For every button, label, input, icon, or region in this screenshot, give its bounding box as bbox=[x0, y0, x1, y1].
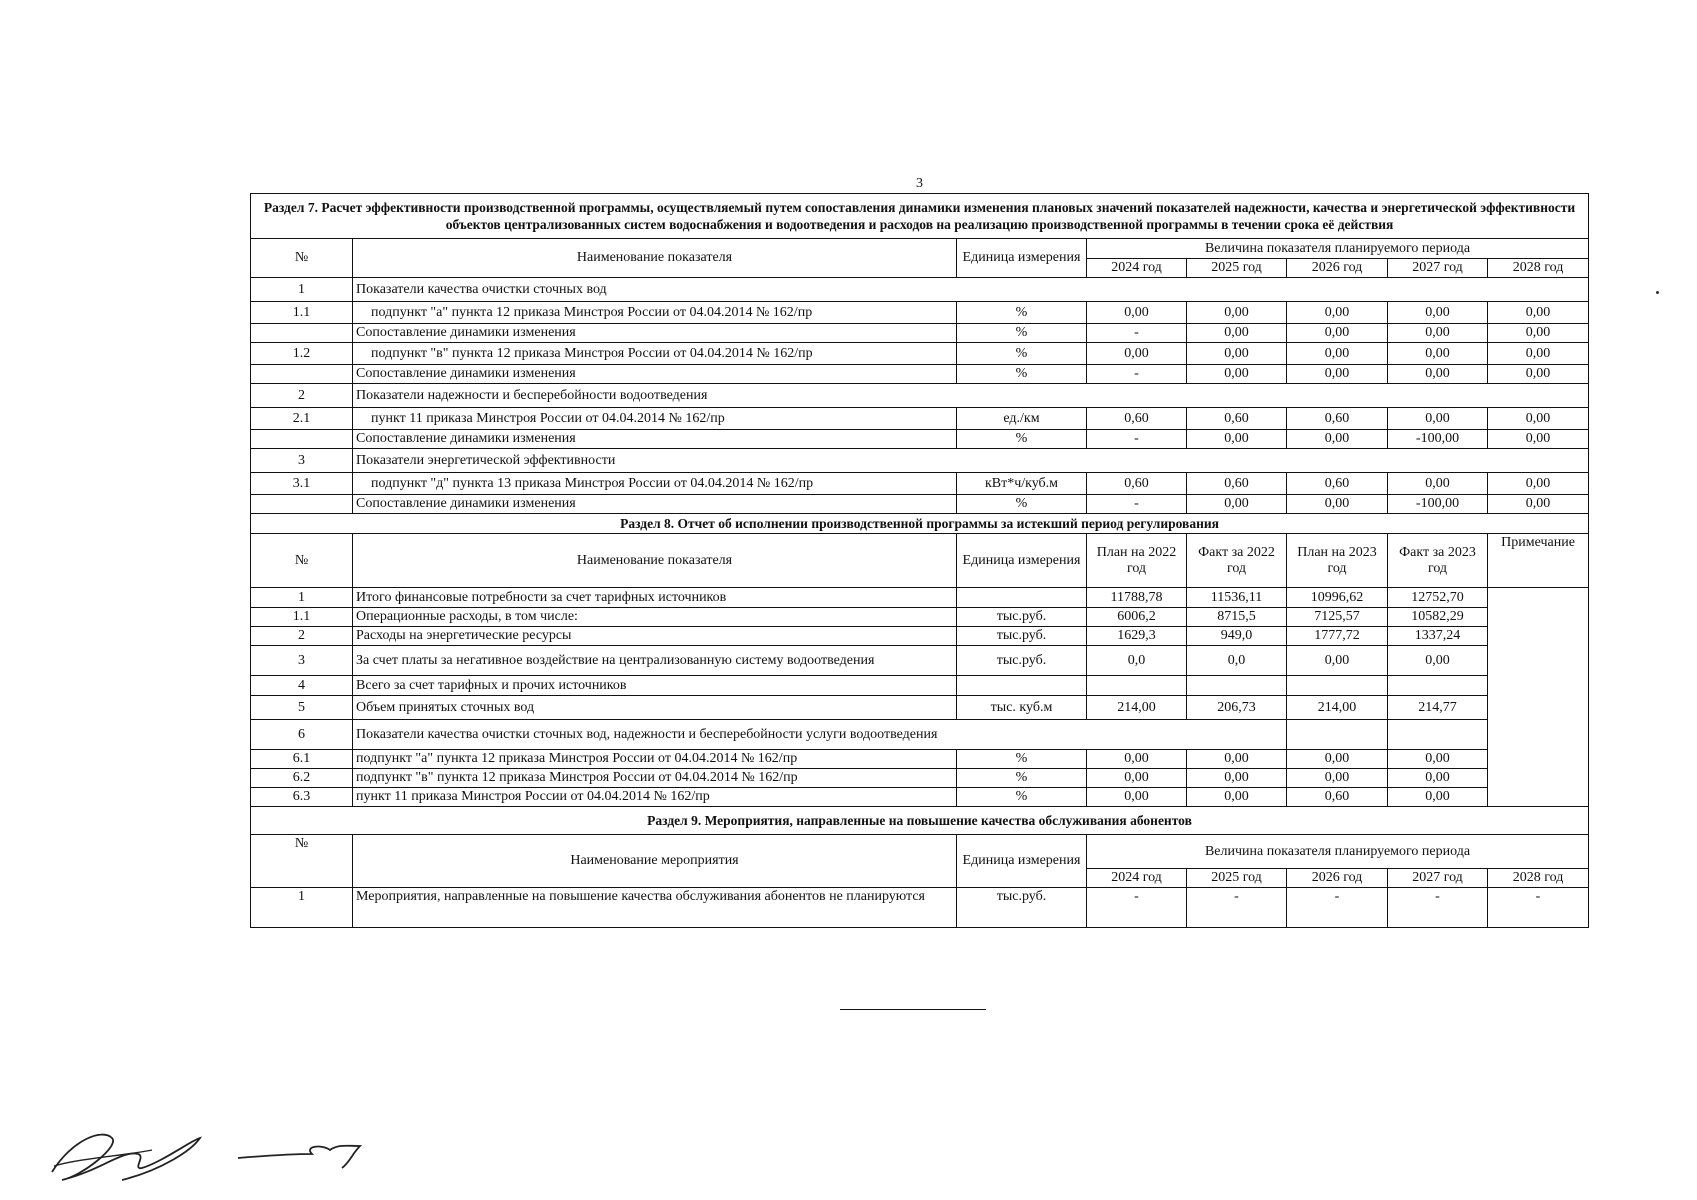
row-name: Итого финансовые потребности за счет тарифных источников bbox=[353, 588, 957, 608]
table-row bbox=[251, 430, 1589, 449]
row-value: 0,00 bbox=[1287, 750, 1388, 769]
row-unit: тыс.руб. bbox=[957, 608, 1087, 627]
section8-title: Раздел 8. Отчет об исполнении производственной программы за истекший период регулирования bbox=[251, 514, 1589, 534]
section7-title: Раздел 7. Расчет эффективности производственной программы, осуществляемый путем сопоставления динамики изменения плановых значений показателей надежности, качества и энергетической эффективности объектов централизованных систем водоснабжения и водоотведения и расходов на реализацию производственной программы в течении срока её действия bbox=[251, 194, 1589, 239]
row-unit: % bbox=[957, 769, 1087, 788]
row-value: 0,00 bbox=[1388, 750, 1488, 769]
document-table bbox=[250, 193, 1589, 928]
row-value: 11788,78 bbox=[1087, 588, 1187, 608]
row-number: 1.2 bbox=[251, 343, 353, 365]
col-name-header: Наименование показателя bbox=[353, 534, 957, 588]
row-name: Операционные расходы, в том числе: bbox=[353, 608, 957, 627]
row-number bbox=[251, 495, 353, 514]
table-row bbox=[251, 888, 1589, 928]
row-value: 0,00 bbox=[1187, 343, 1287, 365]
year-header: 2024 год bbox=[1087, 869, 1187, 888]
row-number: 3 bbox=[251, 646, 353, 676]
row-unit: % bbox=[957, 365, 1087, 384]
row-value: 0,00 bbox=[1187, 430, 1287, 449]
year-header: 2025 год bbox=[1187, 259, 1287, 278]
row-value: 0,00 bbox=[1488, 495, 1589, 514]
row-unit: тыс. куб.м bbox=[957, 696, 1087, 720]
row-value: 0,00 bbox=[1388, 788, 1488, 807]
row-value: - bbox=[1087, 324, 1187, 343]
row-number bbox=[251, 324, 353, 343]
section7-table bbox=[251, 194, 1589, 514]
row-group-name: Показатели энергетической эффективности bbox=[353, 449, 1589, 473]
row-unit bbox=[957, 676, 1087, 696]
row-value bbox=[1087, 676, 1187, 696]
row-value: 0,60 bbox=[1187, 473, 1287, 495]
row-number: 1 bbox=[251, 588, 353, 608]
row-value bbox=[1187, 676, 1287, 696]
row-value: 214,77 bbox=[1388, 696, 1488, 720]
row-group-name: Показатели надежности и бесперебойности водоотведения bbox=[353, 384, 1589, 408]
year-header: 2026 год bbox=[1287, 259, 1388, 278]
section9-title: Раздел 9. Мероприятия, направленные на повышение качества обслуживания абонентов bbox=[251, 807, 1589, 835]
table-row bbox=[251, 278, 1589, 302]
col-name-header: Наименование мероприятия bbox=[353, 835, 957, 888]
row-value: 11536,11 bbox=[1187, 588, 1287, 608]
row-value: 0,00 bbox=[1187, 769, 1287, 788]
row-group-name: Показатели качества очистки сточных вод bbox=[353, 278, 1589, 302]
table-row bbox=[251, 408, 1589, 430]
section8-table bbox=[251, 514, 1589, 807]
row-value: 0,00 bbox=[1488, 365, 1589, 384]
row-value: 214,00 bbox=[1287, 696, 1388, 720]
row-value: 0,00 bbox=[1488, 324, 1589, 343]
row-value: 0,00 bbox=[1388, 646, 1488, 676]
row-value: 0,00 bbox=[1287, 343, 1388, 365]
row-name: Расходы на энергетические ресурсы bbox=[353, 627, 957, 646]
row-value: 0,00 bbox=[1488, 473, 1589, 495]
note-cell bbox=[1488, 588, 1589, 807]
row-value: 0,00 bbox=[1187, 495, 1287, 514]
row-unit: ед./км bbox=[957, 408, 1087, 430]
row-value: 0,00 bbox=[1488, 408, 1589, 430]
row-value: 949,0 bbox=[1187, 627, 1287, 646]
row-unit: % bbox=[957, 430, 1087, 449]
row-number: 2 bbox=[251, 384, 353, 408]
row-name: подпункт "д" пункта 13 приказа Минстроя России от 04.04.2014 № 162/пр bbox=[353, 473, 957, 495]
col-fact2023-header: Факт за 2023 год bbox=[1388, 534, 1488, 588]
row-name: Сопоставление динамики изменения bbox=[353, 365, 957, 384]
row-value: 0,00 bbox=[1287, 324, 1388, 343]
page-number: 3 bbox=[916, 176, 923, 191]
row-number: 6.2 bbox=[251, 769, 353, 788]
row-value: - bbox=[1187, 888, 1287, 928]
row-unit: % bbox=[957, 788, 1087, 807]
table-row bbox=[251, 384, 1589, 408]
row-value: -100,00 bbox=[1388, 430, 1488, 449]
table-row bbox=[251, 365, 1589, 384]
year-header: 2028 год bbox=[1488, 259, 1589, 278]
row-number: 3.1 bbox=[251, 473, 353, 495]
row-value: - bbox=[1388, 888, 1488, 928]
table-row bbox=[251, 769, 1589, 788]
empty-cell bbox=[1287, 720, 1388, 750]
table-row bbox=[251, 788, 1589, 807]
row-value: 0,0 bbox=[1187, 646, 1287, 676]
row-value: 0,00 bbox=[1187, 302, 1287, 324]
row-value: 1337,24 bbox=[1388, 627, 1488, 646]
row-value: 0,00 bbox=[1388, 769, 1488, 788]
table-row bbox=[251, 302, 1589, 324]
row-name: подпункт "а" пункта 12 приказа Минстроя России от 04.04.2014 № 162/пр bbox=[353, 302, 957, 324]
table-row bbox=[251, 696, 1589, 720]
col-no-header: № bbox=[251, 534, 353, 588]
col-note-header: Примечание bbox=[1488, 534, 1589, 588]
row-value: 7125,57 bbox=[1287, 608, 1388, 627]
row-number: 2.1 bbox=[251, 408, 353, 430]
bottom-rule bbox=[840, 1009, 986, 1010]
row-number: 2 bbox=[251, 627, 353, 646]
section9-table bbox=[251, 807, 1589, 928]
row-value: - bbox=[1488, 888, 1589, 928]
table-row bbox=[251, 324, 1589, 343]
row-unit bbox=[957, 588, 1087, 608]
table-row bbox=[251, 646, 1589, 676]
row-unit: тыс.руб. bbox=[957, 646, 1087, 676]
row-number: 1 bbox=[251, 888, 353, 928]
row-value: - bbox=[1087, 888, 1187, 928]
row-name: Сопоставление динамики изменения bbox=[353, 430, 957, 449]
row-value: 8715,5 bbox=[1187, 608, 1287, 627]
row-unit: % bbox=[957, 324, 1087, 343]
row-value: 0,00 bbox=[1087, 343, 1187, 365]
row-value: 0,00 bbox=[1287, 430, 1388, 449]
row-value: - bbox=[1087, 365, 1187, 384]
col-no-header: № bbox=[251, 835, 353, 888]
row-value: 0,00 bbox=[1087, 788, 1187, 807]
row-value: 0,00 bbox=[1187, 365, 1287, 384]
row-number: 4 bbox=[251, 676, 353, 696]
row-value: 12752,70 bbox=[1388, 588, 1488, 608]
row-number: 6.3 bbox=[251, 788, 353, 807]
row-value: 0,00 bbox=[1287, 495, 1388, 514]
row-name: подпункт "в" пункта 12 приказа Минстроя России от 04.04.2014 № 162/пр bbox=[353, 769, 957, 788]
row-value: - bbox=[1287, 888, 1388, 928]
year-header: 2026 год bbox=[1287, 869, 1388, 888]
row-unit: % bbox=[957, 495, 1087, 514]
row-value: - bbox=[1087, 495, 1187, 514]
row-name: Сопоставление динамики изменения bbox=[353, 495, 957, 514]
row-number bbox=[251, 430, 353, 449]
table-row bbox=[251, 449, 1589, 473]
table-row bbox=[251, 495, 1589, 514]
row-value: 0,60 bbox=[1287, 788, 1388, 807]
row-value: 0,00 bbox=[1087, 302, 1187, 324]
row-name: За счет платы за негативное воздействие на централизованную систему водоотведения bbox=[353, 646, 957, 676]
col-unit-header: Единица измерения bbox=[957, 835, 1087, 888]
row-value: 0,00 bbox=[1388, 473, 1488, 495]
table-row bbox=[251, 343, 1589, 365]
row-name: пункт 11 приказа Минстроя России от 04.04.2014 № 162/пр bbox=[353, 788, 957, 807]
row-value: 6006,2 bbox=[1087, 608, 1187, 627]
row-value: 0,60 bbox=[1087, 473, 1187, 495]
table-row bbox=[251, 750, 1589, 769]
year-header: 2025 год bbox=[1187, 869, 1287, 888]
row-unit: % bbox=[957, 750, 1087, 769]
row-unit: % bbox=[957, 343, 1087, 365]
row-value: 0,00 bbox=[1187, 324, 1287, 343]
row-value: 0,00 bbox=[1287, 365, 1388, 384]
row-value: 1629,3 bbox=[1087, 627, 1187, 646]
row-value: 0,60 bbox=[1287, 473, 1388, 495]
row-value: 0,00 bbox=[1187, 750, 1287, 769]
row-value: 10582,29 bbox=[1388, 608, 1488, 627]
col-unit-header: Единица измерения bbox=[957, 239, 1087, 278]
row-name: Объем принятых сточных вод bbox=[353, 696, 957, 720]
row-value: 0,00 bbox=[1388, 343, 1488, 365]
row-value: 1777,72 bbox=[1287, 627, 1388, 646]
row-value: 206,73 bbox=[1187, 696, 1287, 720]
col-no-header: № bbox=[251, 239, 353, 278]
row-value: 0,00 bbox=[1488, 343, 1589, 365]
row-value: 0,00 bbox=[1287, 769, 1388, 788]
col-period-header: Величина показателя планируемого периода bbox=[1087, 239, 1589, 259]
year-header: 2028 год bbox=[1488, 869, 1589, 888]
table-row bbox=[251, 720, 1589, 750]
row-value bbox=[1287, 676, 1388, 696]
row-value: 214,00 bbox=[1087, 696, 1187, 720]
row-number: 6 bbox=[251, 720, 353, 750]
row-value: 0,00 bbox=[1287, 302, 1388, 324]
row-value: 0,00 bbox=[1388, 324, 1488, 343]
table-row bbox=[251, 588, 1589, 608]
row-name: подпункт "а" пункта 12 приказа Минстроя России от 04.04.2014 № 162/пр bbox=[353, 750, 957, 769]
row-value: - bbox=[1087, 430, 1187, 449]
row-value: 0,60 bbox=[1287, 408, 1388, 430]
row-group-name: Показатели качества очистки сточных вод, надежности и бесперебойности услуги водоотведения bbox=[353, 720, 1287, 750]
table-row bbox=[251, 676, 1589, 696]
col-plan2022-header: План на 2022 год bbox=[1087, 534, 1187, 588]
row-name: подпункт "в" пункта 12 приказа Минстроя России от 04.04.2014 № 162/пр bbox=[353, 343, 957, 365]
scan-speck bbox=[1656, 291, 1659, 294]
col-unit-header: Единица измерения bbox=[957, 534, 1087, 588]
row-number: 1.1 bbox=[251, 608, 353, 627]
row-name: пункт 11 приказа Минстроя России от 04.04.2014 № 162/пр bbox=[353, 408, 957, 430]
row-value: 0,00 bbox=[1287, 646, 1388, 676]
row-number: 1.1 bbox=[251, 302, 353, 324]
row-value bbox=[1388, 676, 1488, 696]
row-value: 0,60 bbox=[1187, 408, 1287, 430]
table-row bbox=[251, 473, 1589, 495]
row-name: Всего за счет тарифных и прочих источников bbox=[353, 676, 957, 696]
col-plan2023-header: План на 2023 год bbox=[1287, 534, 1388, 588]
row-name: Мероприятия, направленные на повышение качества обслуживания абонентов не планируются bbox=[353, 888, 957, 928]
row-number: 5 bbox=[251, 696, 353, 720]
row-value: 0,00 bbox=[1187, 788, 1287, 807]
empty-cell bbox=[1388, 720, 1488, 750]
row-value: 0,00 bbox=[1087, 750, 1187, 769]
signature-image bbox=[42, 1110, 372, 1190]
table-row bbox=[251, 608, 1589, 627]
row-value: 0,00 bbox=[1488, 430, 1589, 449]
row-unit: тыс.руб. bbox=[957, 627, 1087, 646]
row-value: -100,00 bbox=[1388, 495, 1488, 514]
col-name-header: Наименование показателя bbox=[353, 239, 957, 278]
row-unit: % bbox=[957, 302, 1087, 324]
row-value: 0,0 bbox=[1087, 646, 1187, 676]
year-header: 2027 год bbox=[1388, 869, 1488, 888]
year-header: 2027 год bbox=[1388, 259, 1488, 278]
row-value: 0,00 bbox=[1087, 769, 1187, 788]
row-value: 0,00 bbox=[1488, 302, 1589, 324]
row-value: 0,60 bbox=[1087, 408, 1187, 430]
col-period-header: Величина показателя планируемого периода bbox=[1087, 835, 1589, 869]
row-value: 0,00 bbox=[1388, 302, 1488, 324]
table-row bbox=[251, 627, 1589, 646]
col-fact2022-header: Факт за 2022 год bbox=[1187, 534, 1287, 588]
row-value: 0,00 bbox=[1388, 408, 1488, 430]
row-unit: кВт*ч/куб.м bbox=[957, 473, 1087, 495]
row-value: 10996,62 bbox=[1287, 588, 1388, 608]
row-unit: тыс.руб. bbox=[957, 888, 1087, 928]
row-number: 1 bbox=[251, 278, 353, 302]
year-header: 2024 год bbox=[1087, 259, 1187, 278]
row-number: 3 bbox=[251, 449, 353, 473]
row-value: 0,00 bbox=[1388, 365, 1488, 384]
row-number: 6.1 bbox=[251, 750, 353, 769]
row-number bbox=[251, 365, 353, 384]
row-name: Сопоставление динамики изменения bbox=[353, 324, 957, 343]
